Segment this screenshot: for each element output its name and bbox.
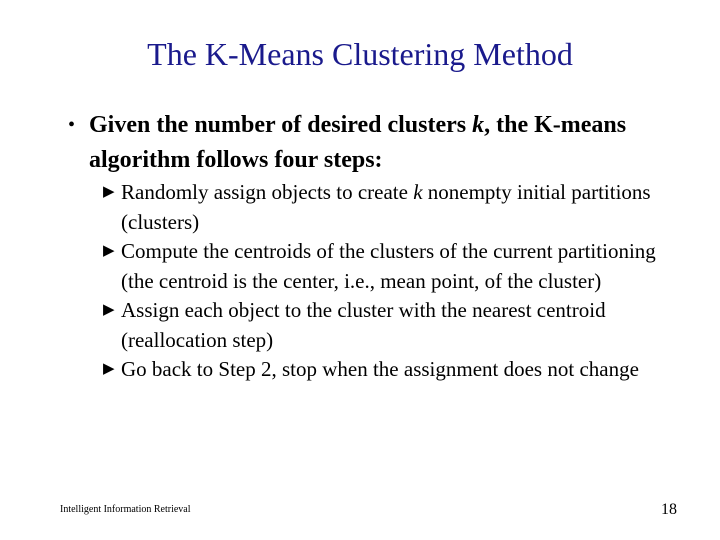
step-text-1-k: k xyxy=(413,180,423,204)
step-text-4: Go back to Step 2, stop when the assignment does not change xyxy=(121,357,639,381)
page-number: 18 xyxy=(661,501,677,518)
triangle-right-icon: ▶ xyxy=(103,243,115,259)
step-text-3: Assign each object to the cluster with the nearest centroid (reallocation step) xyxy=(121,298,606,352)
steps-list xyxy=(103,178,663,385)
footer-course-title: Intelligent Information Retrieval xyxy=(60,504,191,515)
triangle-right-icon: ▶ xyxy=(103,184,115,200)
step-item-1 xyxy=(103,178,663,237)
bullet-dot-icon: • xyxy=(68,114,76,136)
main-bullet-text-start: Given the number of desired clusters xyxy=(89,112,473,138)
main-bullet-text-end: , the K-means algorithm follows four steps: xyxy=(89,112,627,173)
triangle-right-icon: ▶ xyxy=(103,361,115,377)
main-bullet-text xyxy=(68,108,658,178)
main-bullet xyxy=(68,108,658,178)
triangle-right-icon: ▶ xyxy=(103,302,115,318)
main-bullet-k: k xyxy=(472,112,485,138)
step-item-3 xyxy=(103,296,663,355)
step-text-1-end: nonempty initial partitions (clusters) xyxy=(121,180,651,234)
step-text-1-start: Randomly assign objects to create xyxy=(121,180,414,204)
step-item-4 xyxy=(103,355,663,385)
step-item-2 xyxy=(103,237,663,296)
step-text-2: Compute the centroids of the clusters of the current partitioning (the centroid is the center, i.e., mean point, of the cluster) xyxy=(121,239,656,293)
slide-title: The K-Means Clustering Method xyxy=(147,36,573,72)
